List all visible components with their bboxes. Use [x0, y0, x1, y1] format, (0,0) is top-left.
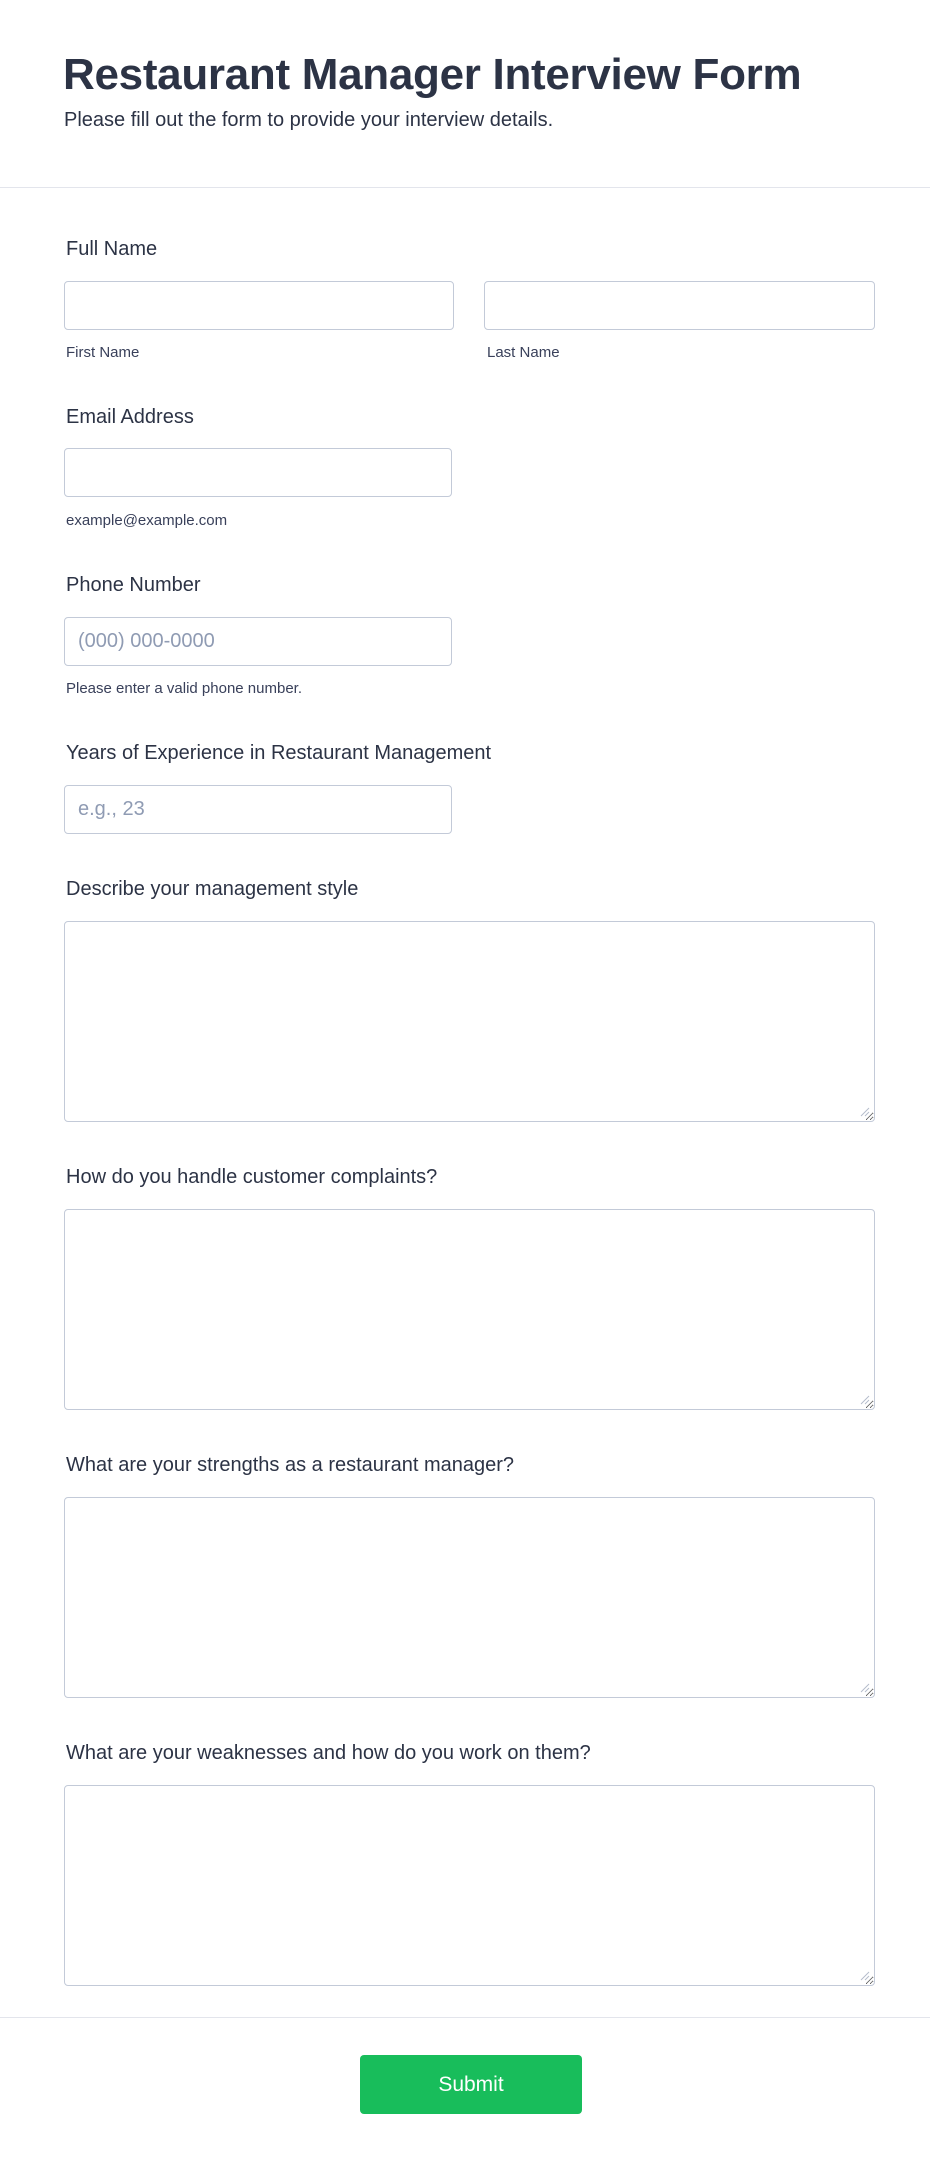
- experience-input[interactable]: [64, 785, 452, 834]
- complaints-label: How do you handle customer complaints?: [66, 1166, 438, 1188]
- first-name-input[interactable]: [64, 281, 454, 330]
- last-name-sublabel: Last Name: [487, 344, 560, 361]
- first-name-sublabel: First Name: [66, 344, 140, 361]
- email-sublabel: example@example.com: [66, 512, 228, 529]
- form-header: [0, 0, 930, 188]
- experience-label: Years of Experience in Restaurant Management: [66, 742, 492, 764]
- email-label: Email Address: [66, 406, 194, 428]
- last-name-input[interactable]: [484, 281, 875, 330]
- phone-input[interactable]: [64, 617, 452, 666]
- strengths-label: What are your strengths as a restaurant manager?: [66, 1454, 515, 1476]
- management-style-label: Describe your management style: [66, 878, 359, 900]
- full-name-label: Full Name: [66, 238, 158, 260]
- email-input[interactable]: [64, 448, 452, 497]
- phone-label: Phone Number: [66, 574, 201, 596]
- weaknesses-textarea[interactable]: [64, 1785, 875, 1986]
- weaknesses-label: What are your weaknesses and how do you work on them?: [66, 1742, 591, 1764]
- form-subtitle: Please fill out the form to provide your interview details.: [64, 109, 554, 131]
- management-style-textarea[interactable]: [64, 921, 875, 1122]
- footer-divider: [0, 2017, 930, 2018]
- submit-button[interactable]: Submit: [360, 2055, 582, 2114]
- phone-sublabel: Please enter a valid phone number.: [66, 680, 302, 697]
- form-title: Restaurant Manager Interview Form: [63, 50, 802, 99]
- strengths-textarea[interactable]: [64, 1497, 875, 1698]
- complaints-textarea[interactable]: [64, 1209, 875, 1410]
